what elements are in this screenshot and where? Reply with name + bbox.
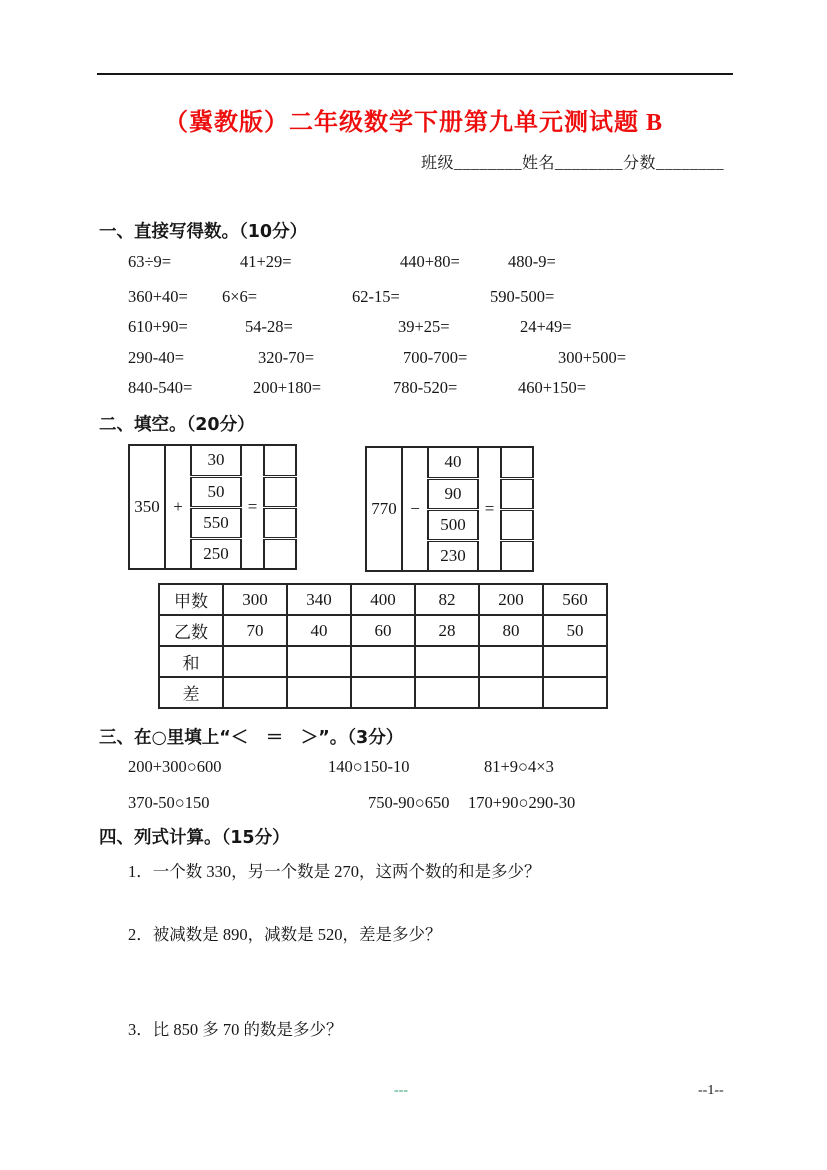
calc-expression: 460+150= <box>518 378 587 397</box>
calc-row <box>0 287 827 309</box>
blank-cell <box>543 646 607 677</box>
plus-operator-cell: + <box>165 445 191 569</box>
blank-cell <box>287 677 351 708</box>
blank-cell <box>415 677 479 708</box>
subtrahend-cell: 230 <box>428 540 478 571</box>
comparison-expression: 750-90○650 <box>368 793 450 812</box>
word-problem-2: 2．被减数是 890，减数是 520，差是多少？ <box>128 925 442 944</box>
calc-expression: 700-700= <box>403 348 468 367</box>
calc-expression: 590-500= <box>490 287 555 306</box>
subtraction-fill-diagram <box>365 446 534 572</box>
row-label-cell: 和 <box>159 646 223 677</box>
result-blank-cell <box>501 540 533 571</box>
header-rule <box>97 73 733 75</box>
calc-row <box>0 317 827 339</box>
result-blank-cell <box>501 509 533 540</box>
calc-expression: 290-40= <box>128 348 185 367</box>
result-blank-cell <box>264 507 296 538</box>
blank-cell <box>223 677 287 708</box>
page-number: --1-- <box>698 1083 724 1098</box>
addend-cell: 30 <box>191 445 241 476</box>
section-3-heading: 三、在○里填上“＜ ＝ ＞”。（3分） <box>99 728 404 748</box>
table-row <box>159 646 607 677</box>
subtrahend-cell: 90 <box>428 478 478 509</box>
calc-expression: 200+180= <box>253 378 322 397</box>
calc-expression: 63÷9= <box>128 252 172 271</box>
addition-fill-diagram <box>128 444 297 570</box>
calc-row <box>0 252 827 274</box>
calc-expression: 41+29= <box>240 252 292 271</box>
word-problem-1: 1．一个数 330，另一个数是 270，这两个数的和是多少？ <box>128 862 541 881</box>
comparison-expression: 200+300○600 <box>128 757 222 776</box>
calc-expression: 24+49= <box>520 317 572 336</box>
value-cell: 40 <box>287 615 351 646</box>
table-row <box>159 615 607 646</box>
calc-expression: 6×6= <box>222 287 258 306</box>
page-title: （冀教版）二年级数学下册第九单元测试题 B <box>163 110 663 136</box>
blank-cell <box>351 677 415 708</box>
subtrahend-cell: 500 <box>428 509 478 540</box>
value-cell: 300 <box>223 584 287 615</box>
sum-difference-table <box>158 583 608 709</box>
row-label-cell: 甲数 <box>159 584 223 615</box>
result-blank-cell <box>264 445 296 476</box>
calc-row <box>0 378 827 400</box>
student-info-fields: 班级________姓名________分数________ <box>421 155 725 172</box>
section-1-heading: 一、直接写得数。（10分） <box>99 222 308 242</box>
value-cell: 400 <box>351 584 415 615</box>
blank-cell <box>543 677 607 708</box>
value-cell: 200 <box>479 584 543 615</box>
blank-cell <box>479 646 543 677</box>
calc-expression: 440+80= <box>400 252 460 271</box>
section-4-heading: 四、列式计算。（15分） <box>99 828 290 848</box>
value-cell: 28 <box>415 615 479 646</box>
blank-cell <box>287 646 351 677</box>
row-label-cell: 差 <box>159 677 223 708</box>
blank-cell <box>479 677 543 708</box>
comparison-row <box>0 793 827 815</box>
footer-dashes: --- <box>394 1083 408 1098</box>
calc-expression: 610+90= <box>128 317 188 336</box>
comparison-expression: 170+90○290-30 <box>468 793 576 812</box>
row-label-cell: 乙数 <box>159 615 223 646</box>
operand-cell: 350 <box>129 445 165 569</box>
calc-expression: 780-520= <box>393 378 458 397</box>
blank-cell <box>415 646 479 677</box>
equals-cell: = <box>478 447 501 571</box>
value-cell: 50 <box>543 615 607 646</box>
comparison-row <box>0 757 827 779</box>
result-blank-cell <box>501 478 533 509</box>
equals-cell: = <box>241 445 264 569</box>
value-cell: 560 <box>543 584 607 615</box>
calc-expression: 39+25= <box>398 317 450 336</box>
addend-cell: 50 <box>191 476 241 507</box>
result-blank-cell <box>501 447 533 478</box>
value-cell: 340 <box>287 584 351 615</box>
comparison-expression: 370-50○150 <box>128 793 210 812</box>
calc-expression: 840-540= <box>128 378 193 397</box>
value-cell: 80 <box>479 615 543 646</box>
result-blank-cell <box>264 476 296 507</box>
calc-expression: 360+40= <box>128 287 188 306</box>
comparison-expression: 140○150-10 <box>328 757 410 776</box>
section-2-heading: 二、填空。（20分） <box>99 415 255 435</box>
calc-expression: 320-70= <box>258 348 315 367</box>
operand-cell: 770 <box>366 447 402 571</box>
calc-expression: 62-15= <box>352 287 400 306</box>
calc-expression: 300+500= <box>558 348 627 367</box>
value-cell: 60 <box>351 615 415 646</box>
calc-expression: 480-9= <box>508 252 556 271</box>
addend-cell: 550 <box>191 507 241 538</box>
addend-cell: 250 <box>191 538 241 569</box>
calc-expression: 54-28= <box>245 317 293 336</box>
value-cell: 70 <box>223 615 287 646</box>
calc-row <box>0 348 827 370</box>
table-row <box>159 584 607 615</box>
word-problem-3: 3．比 850 多 70 的数是多少？ <box>128 1020 343 1039</box>
minus-operator-cell: − <box>402 447 428 571</box>
subtrahend-cell: 40 <box>428 447 478 478</box>
blank-cell <box>223 646 287 677</box>
comparison-expression: 81+9○4×3 <box>484 757 554 776</box>
value-cell: 82 <box>415 584 479 615</box>
table-row <box>159 677 607 708</box>
result-blank-cell <box>264 538 296 569</box>
blank-cell <box>351 646 415 677</box>
